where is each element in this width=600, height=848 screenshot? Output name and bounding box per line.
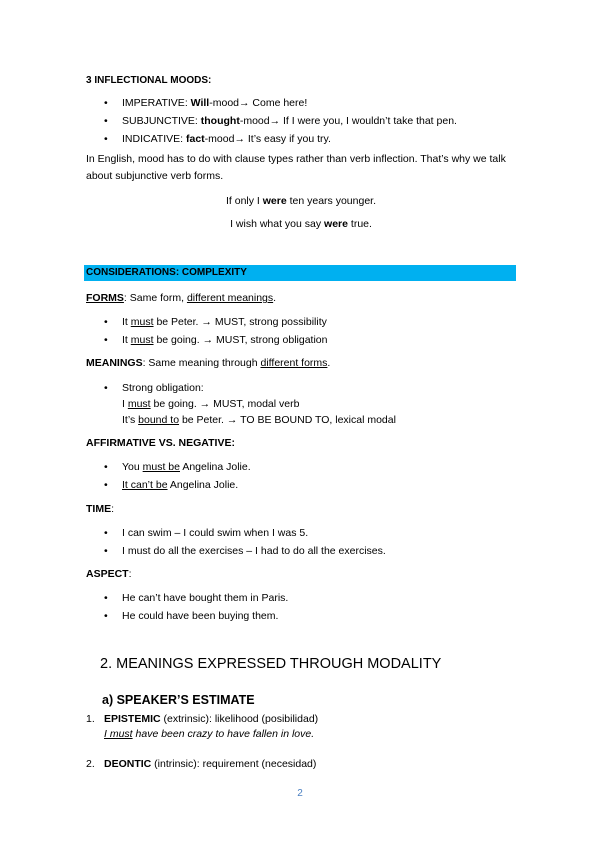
list-item: • I must do all the exercises – I had to do all the exercises.	[86, 544, 516, 558]
meanings-heading: MEANINGS: Same meaning through different forms.	[86, 357, 331, 369]
aspect-list	[86, 591, 516, 623]
page-number: 2	[297, 788, 303, 799]
moods-paragraph: In English, mood has to do with clause types rather than verb inflection. That’s why we talk about subjunctive verb forms.	[86, 153, 506, 182]
arrow-icon: →	[239, 97, 250, 109]
list-item: • You must be Angelina Jolie.	[86, 460, 516, 474]
time-section	[86, 502, 516, 562]
aspect-section	[86, 567, 516, 627]
list-item: • He can’t have bought them in Paris.	[86, 591, 516, 605]
forms-list	[86, 315, 516, 347]
aspect-heading: ASPECT:	[86, 568, 132, 580]
list-item: 2. DEONTIC (intrinsic): requirement (necesidad)	[86, 758, 317, 770]
time-list	[86, 526, 516, 558]
section-2-heading: 2. MEANINGS EXPRESSED THROUGH MODALITY	[100, 656, 442, 672]
considerations-title: CONSIDERATIONS: COMPLEXITY	[86, 267, 247, 278]
subjunctive-example-2: I wish what you say were true.	[230, 218, 372, 230]
list-item: • Strong obligation: I must be going. → MUST, modal verb It’s bound to be Peter. → TO BE BOUND TO, lexical modal	[86, 380, 516, 428]
arrow-icon: →	[202, 334, 214, 346]
forms-section	[86, 291, 516, 351]
arrow-icon: →	[269, 115, 281, 127]
affirmative-heading: AFFIRMATIVE VS. NEGATIVE:	[86, 437, 235, 449]
arrow-icon: →	[199, 398, 211, 410]
list-item: • It must be going. → MUST, strong obligation	[86, 333, 516, 347]
list-item: 1. EPISTEMIC (extrinsic): likelihood (posibilidad) I must have been crazy to have fallen in love.	[86, 713, 319, 740]
meanings-section	[86, 356, 516, 432]
time-heading: TIME:	[86, 503, 115, 515]
list-item: • He could have been buying them.	[86, 609, 516, 623]
list-item: • It can’t be Angelina Jolie.	[86, 478, 516, 492]
section-2a-heading: a) SPEAKER’S ESTIMATE	[102, 693, 255, 707]
list-item: • INDICATIVE: fact-mood→ It’s easy if you try.	[86, 132, 516, 146]
subjunctive-example-1: If only I were ten years younger.	[225, 195, 376, 207]
affirmative-section	[86, 436, 516, 496]
moods-title: 3 INFLECTIONAL MOODS:	[86, 75, 212, 86]
arrow-icon: →	[201, 316, 212, 328]
modality-list	[86, 712, 516, 771]
considerations-band	[84, 265, 516, 281]
arrow-icon: →	[234, 133, 245, 145]
forms-heading: FORMS: Same form, different meanings.	[86, 292, 277, 304]
list-item: • IMPERATIVE: Will-mood→ Come here!	[86, 96, 516, 110]
moods-list	[86, 96, 516, 146]
list-item: • SUBJUNCTIVE: thought-mood→ If I were you, I wouldn’t take that pen.	[86, 114, 516, 128]
moods-section	[86, 74, 516, 231]
affirmative-list	[86, 460, 516, 492]
meanings-list	[86, 380, 516, 428]
list-item: • It must be Peter. → MUST, strong possibility	[86, 315, 516, 329]
arrow-icon: →	[226, 414, 238, 426]
list-item: • I can swim – I could swim when I was 5.	[86, 526, 516, 540]
